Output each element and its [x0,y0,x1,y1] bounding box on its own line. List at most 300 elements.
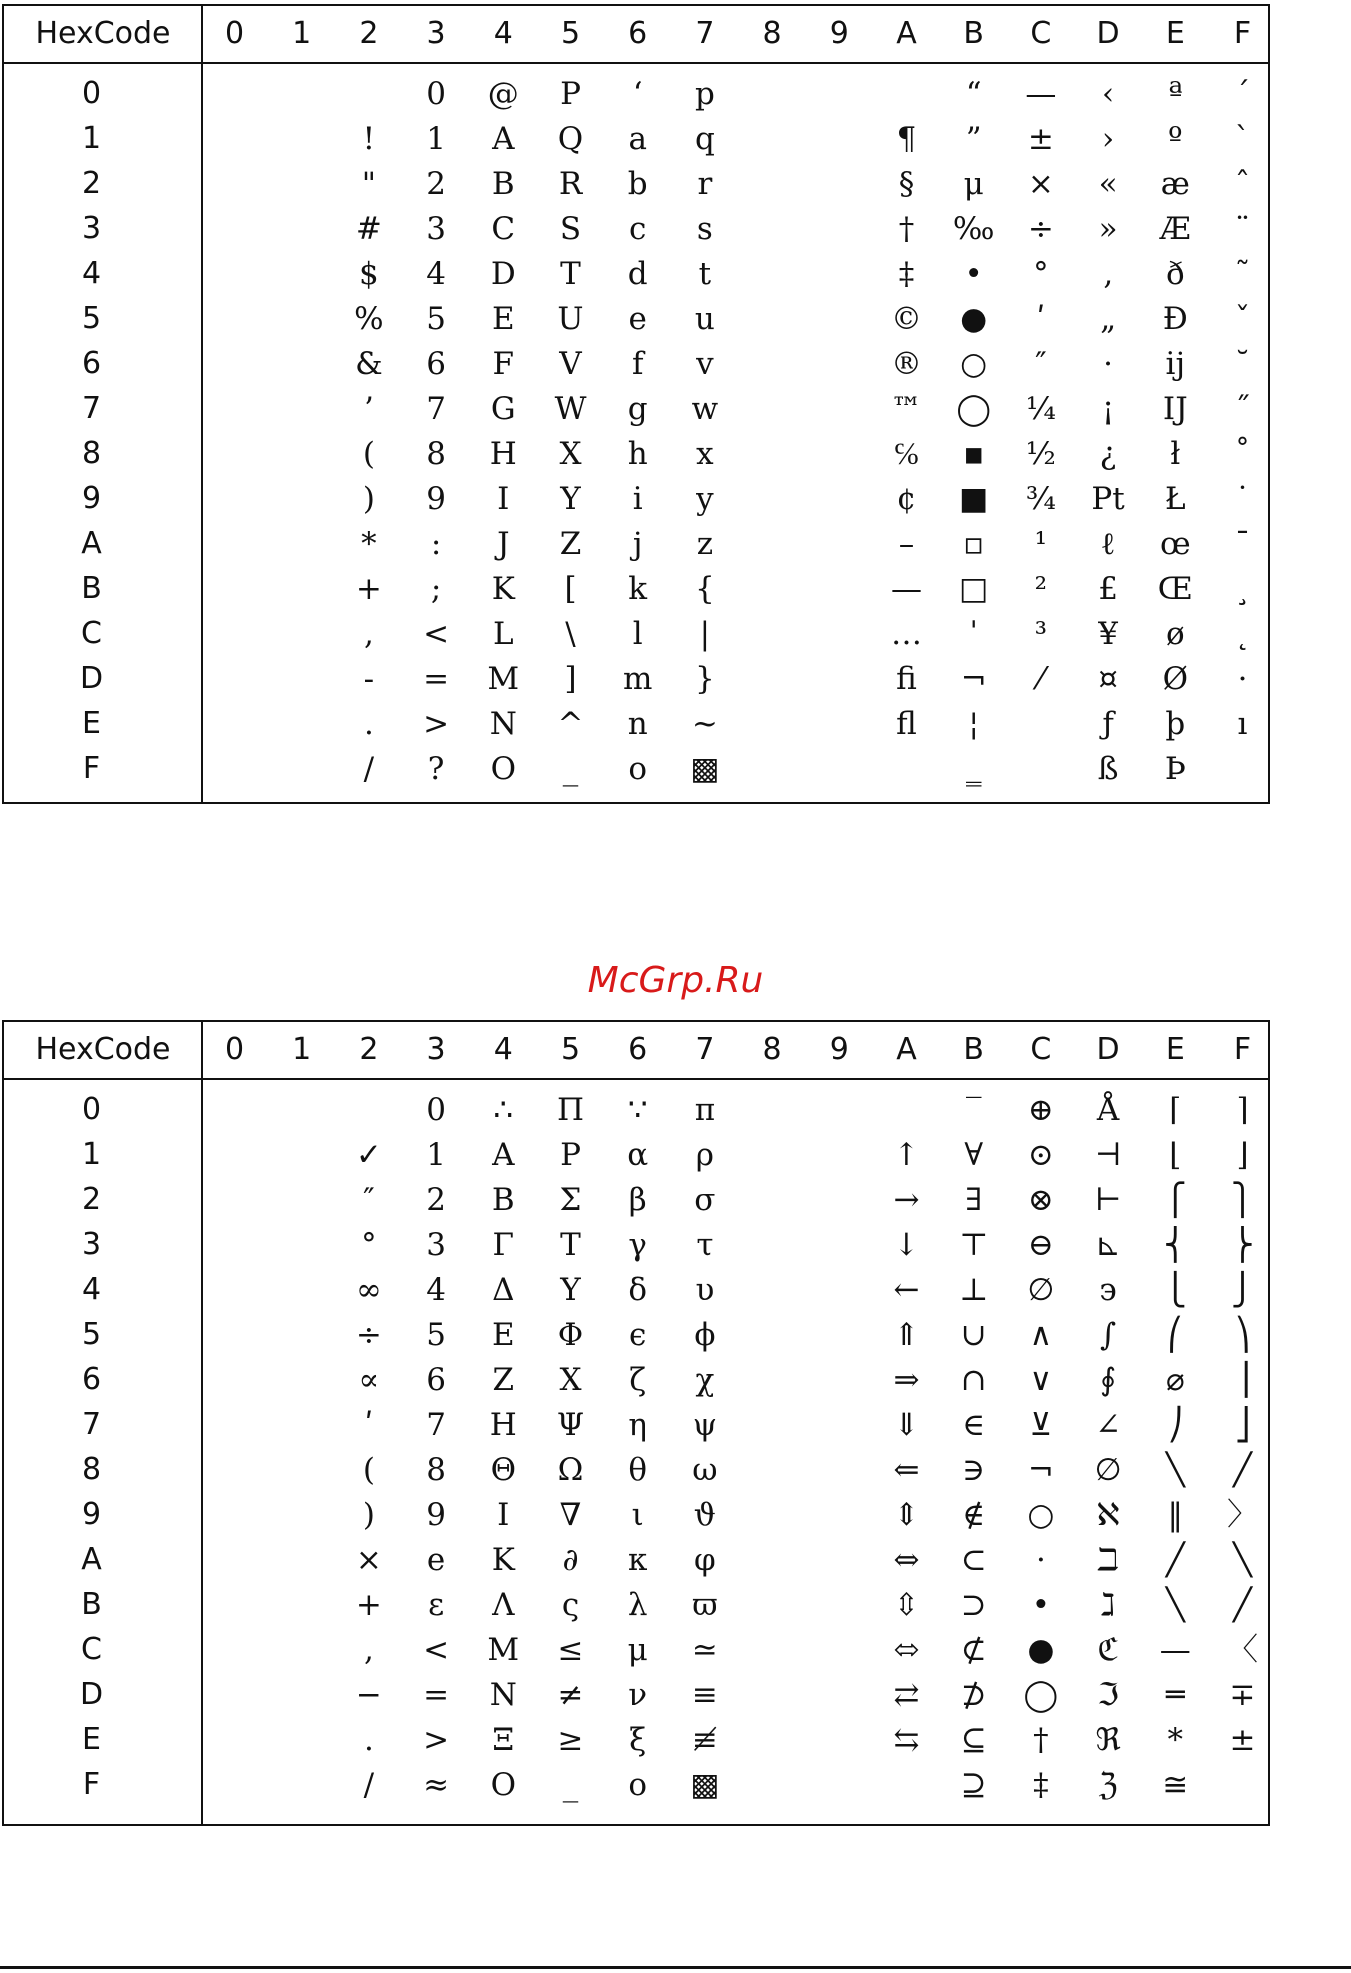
char-cell: Æ [1159,211,1191,247]
char-cell: ℜ [1095,1722,1121,1758]
char-cell: † [1033,1722,1049,1758]
char-cell: ¿ [1099,436,1117,472]
column-header: F [1233,1032,1252,1067]
char-cell: ≢ [691,1722,718,1758]
char-cell: Q [557,121,584,157]
char-cell: ø [1165,616,1185,652]
char-cell: Π [556,1092,585,1128]
char-cell: ⎛ [1167,1317,1184,1353]
char-cell: 4 [426,1272,446,1308]
char-cell: o [628,751,648,787]
row-header: 8 [81,1452,102,1487]
char-cell: 5 [426,301,446,337]
char-cell: ℵ [1096,1497,1120,1533]
char-cell: E [491,1317,515,1353]
char-cell: Λ [492,1587,515,1623]
char-cell: η [628,1407,647,1443]
char-cell: ∨ [1029,1362,1053,1398]
char-cell: % [354,301,384,337]
char-cell: 3 [426,211,446,247]
char-cell: ⎨ [1163,1227,1187,1263]
char-cell: C [491,211,516,247]
char-cell: Þ [1164,751,1186,787]
char-cell: ⎬ [1230,1227,1255,1263]
char-cell: ı [1237,706,1248,742]
char-cell: ● [960,301,988,337]
char-cell: þ [1165,706,1186,742]
char-cell: 〉 [1227,1497,1258,1533]
column-header: 0 [224,1032,245,1067]
column-header: 3 [426,1032,446,1067]
char-cell: ~ [691,706,718,742]
row-header: 9 [81,1497,102,1532]
page-bottom-rule [0,1966,1351,1969]
row-header: 7 [81,391,102,426]
char-cell: Ł [1164,481,1186,517]
char-cell: ¢ [896,481,917,517]
char-cell: ˝ [1234,391,1251,427]
char-cell: a [628,121,647,157]
char-cell: ⊅ [960,1677,987,1713]
char-cell: ƒ [1102,706,1114,742]
char-cell: £ [1098,571,1118,607]
char-cell: 7 [426,1407,446,1443]
char-cell: X [559,436,582,472]
char-cell: X [559,1362,582,1398]
char-cell: ≅ [1162,1767,1189,1803]
char-cell: ˘ [1234,346,1251,382]
char-cell: ϕ [694,1317,716,1353]
char-cell: œ [1159,526,1191,562]
char-cell: T [560,1227,581,1263]
char-cell: ξ [629,1722,647,1758]
char-cell: ¬ [1027,1452,1054,1488]
char-cell: ˈ [969,616,978,652]
column-header: F [1233,16,1252,51]
char-cell: º [1168,121,1183,157]
column-divider [201,6,203,802]
char-cell: N [489,706,517,742]
char-cell: $ [359,256,379,292]
char-cell: ÷ [1027,211,1054,247]
code-table-2 [2,1020,1270,1826]
column-header: D [1096,16,1120,51]
char-cell: 2 [426,1182,446,1218]
char-cell: K [491,1542,515,1578]
char-cell: ⊖ [1027,1227,1054,1263]
char-cell: ⇒ [893,1362,920,1398]
char-cell: t [698,256,712,292]
char-cell: λ [627,1587,648,1623]
char-cell: Ø [1162,661,1188,697]
char-cell: › [1101,121,1115,157]
char-cell: ═ [1165,1677,1185,1713]
char-cell: i [632,481,643,517]
char-cell: ⎠ [1167,1407,1184,1443]
char-cell: 7 [426,391,446,427]
char-cell: ˚ [1234,436,1251,472]
char-cell: ⌈ [1169,1092,1182,1128]
char-cell: n [627,706,648,742]
char-cell: q [694,121,715,157]
char-cell: 0 [426,1092,446,1128]
char-cell: ⌀ [1165,1362,1185,1398]
char-cell: · [1237,661,1248,697]
row-header: B [81,571,102,606]
char-cell: ⇔ [893,1542,920,1578]
char-cell: ﬁ [896,661,917,697]
row-header: 6 [81,346,102,381]
char-cell: † [898,211,915,247]
char-cell: _ [562,751,579,787]
char-cell: ϵ [629,1317,647,1353]
char-cell: Å [1096,1092,1120,1128]
char-cell: ⇄ [893,1677,920,1713]
char-cell: ¯ [1234,526,1251,562]
char-cell: ℑ [1097,1677,1119,1713]
char-cell: ≠ [557,1677,584,1713]
char-cell: ∂ [562,1542,579,1578]
char-cell: ™ [891,391,922,427]
char-cell: ß [1097,751,1119,787]
char-cell: 〈 [1227,1632,1258,1668]
char-cell: Ĳ [1162,391,1188,427]
char-cell: ³ [1034,616,1048,652]
column-header: 1 [292,1032,312,1067]
char-cell: Ψ [556,1407,585,1443]
char-cell: T [560,256,581,292]
char-cell: ⊗ [1027,1182,1054,1218]
char-cell: I [497,1497,510,1533]
char-cell: h [627,436,648,472]
char-cell: ‡ [898,256,915,292]
char-cell: ˆ [1234,166,1251,202]
char-cell: 5 [426,1317,446,1353]
char-cell: , [363,1632,374,1668]
char-cell: ≈ [423,1767,450,1803]
char-cell: ( [362,436,375,472]
char-cell: w [691,391,719,427]
char-cell: @ [487,76,519,112]
row-header: 8 [81,436,102,471]
char-cell: ς [561,1587,580,1623]
char-cell: Φ [557,1317,584,1353]
char-cell: ⌉ [1236,1092,1249,1128]
char-cell: ▪ [963,436,985,472]
char-cell: ¸ [1234,571,1251,607]
char-cell: ψ [692,1407,718,1443]
char-cell: j [632,526,643,562]
char-cell: Ξ [492,1722,515,1758]
char-cell: f [631,346,644,382]
char-cell: Z [492,1362,515,1398]
char-cell: | [699,616,711,652]
char-cell: # [355,211,382,247]
char-cell: ij [1165,346,1186,382]
char-cell: + [355,1587,382,1623]
char-cell: Pt [1091,481,1125,517]
char-cell: 6 [426,346,446,382]
char-cell: ) [362,481,375,517]
column-header: 7 [695,1032,715,1067]
char-cell: ¼ [1025,391,1056,427]
char-cell: ⊢ [1094,1182,1122,1218]
column-header: 6 [628,16,648,51]
column-header: 9 [829,16,849,51]
char-cell: ▩ [690,1767,720,1803]
char-cell: Z [559,526,582,562]
row-header: D [79,661,104,696]
char-cell: O [490,751,516,787]
char-cell: ◯ [1023,1677,1059,1713]
char-cell: E [491,301,515,337]
char-cell: ≤ [557,1632,584,1668]
char-cell: . [363,706,374,742]
row-header: 5 [81,1317,102,1352]
char-cell: ■ [959,481,989,517]
char-cell: ⎧ [1163,1182,1187,1218]
char-cell: × [1027,166,1054,202]
char-cell: ⎟ [1234,1362,1251,1398]
char-cell: B [491,166,515,202]
char-cell: P [560,76,581,112]
column-header: 5 [560,16,581,51]
char-cell: — [1159,1632,1191,1668]
char-cell: æ [1160,166,1190,202]
char-cell: ╲ [1165,1587,1185,1623]
row-header: 0 [81,1092,102,1127]
char-cell: 1 [426,121,446,157]
char-cell: > [423,706,450,742]
char-cell: b [627,166,648,202]
char-cell: σ [694,1182,716,1218]
table-header-row [4,6,1268,64]
char-cell: § [898,166,915,202]
char-cell: ⎦ [1234,1407,1251,1443]
char-cell: ? [427,751,445,787]
char-cell: & [355,346,383,382]
char-cell: · [1103,346,1114,382]
char-cell: M [487,661,520,697]
column-header: 4 [493,16,513,51]
char-cell: ⊕ [1027,1092,1054,1128]
row-header: 4 [81,256,102,291]
char-cell: ” [965,121,982,157]
char-cell: ⊾ [1095,1227,1122,1263]
char-cell: * [361,526,377,562]
char-cell: ╲ [1233,1542,1252,1578]
char-cell: ° [1033,256,1049,292]
char-cell: ⊙ [1027,1137,1054,1173]
hexcode-header: HexCode [35,1032,171,1067]
row-header: A [81,1542,102,1577]
char-cell: ÷ [355,1317,382,1353]
column-header: E [1165,1032,1185,1067]
hexcode-header: HexCode [35,16,171,51]
row-header: 2 [81,1182,102,1217]
char-cell: ν [628,1677,648,1713]
char-cell: « [1098,166,1118,202]
char-cell: ʹ [1036,301,1046,337]
char-cell: ∇ [559,1497,582,1533]
char-cell: c [629,211,647,247]
char-cell: ½ [1025,436,1056,472]
char-cell: ⌋ [1236,1137,1249,1173]
char-cell: ╲ [1165,1452,1185,1488]
char-cell: ╱ [1165,1542,1185,1578]
row-header: 0 [81,76,102,111]
column-header: A [896,1032,917,1067]
char-cell: ∧ [1029,1317,1053,1353]
char-cell: 0 [426,76,446,112]
char-cell: ℓ [1100,526,1116,562]
char-cell: Δ [492,1272,515,1308]
char-cell: ¶ [896,121,917,157]
char-cell: ▫ [963,526,985,562]
char-cell: ⇓ [893,1407,920,1443]
char-cell: ⊆ [960,1722,987,1758]
char-cell: ℭ [1097,1632,1119,1668]
char-cell: μ [627,1632,648,1668]
char-cell: − [355,1677,382,1713]
column-header: 3 [426,16,446,51]
char-cell: ⎩ [1163,1272,1187,1308]
char-cell: 9 [426,1497,446,1533]
char-cell: > [423,1722,450,1758]
char-cell: e [426,1542,446,1578]
char-cell: ⊻ [1029,1407,1053,1443]
char-cell: μ [963,166,984,202]
column-header: B [963,1032,984,1067]
char-cell: • [964,256,983,292]
char-cell: m [622,661,653,697]
char-cell: ˇ [1234,301,1251,337]
row-header: C [81,1632,102,1667]
char-cell: ι [631,1497,644,1533]
char-cell: ∵ [627,1092,648,1128]
char-cell: ≥ [557,1722,584,1758]
char-cell: ‹ [1101,76,1115,112]
char-cell: ϖ [692,1587,718,1623]
char-cell: ⊃ [960,1587,987,1623]
char-cell: ‗ [965,751,982,787]
char-cell: I [497,481,510,517]
column-header: A [896,16,917,51]
column-header: C [1030,1032,1052,1067]
char-cell: S [559,211,582,247]
char-cell: π [694,1092,716,1128]
char-cell: κ [628,1542,648,1578]
char-cell: v [696,346,714,382]
row-header: A [81,526,102,561]
char-cell: u [694,301,715,337]
char-cell: x [696,436,714,472]
char-cell: δ [628,1272,648,1308]
char-cell: U [557,301,584,337]
row-header: 1 [81,121,102,156]
char-cell: ² [1034,571,1048,607]
char-cell: Đ [1162,301,1188,337]
char-cell: ! [362,121,376,157]
char-cell: ○ [960,346,988,382]
char-cell: „ [1100,301,1117,337]
row-header: 4 [81,1272,102,1307]
char-cell: ∴ [493,1092,514,1128]
watermark: McGrp.Ru [587,960,764,1001]
char-cell: … [891,616,922,652]
char-cell: ≡ [691,1677,718,1713]
char-cell: ╱ [1233,1452,1252,1488]
char-cell: χ [695,1362,715,1398]
char-cell: ℨ [1098,1767,1118,1803]
char-cell: ‾ [965,1092,982,1128]
char-cell: ″ [1035,346,1047,382]
char-cell: Ω [557,1452,584,1488]
table-header-row [4,1022,1268,1080]
char-cell: ℷ [1100,1587,1116,1623]
char-cell: ╱ [1233,1587,1252,1623]
char-cell: W [554,391,587,427]
char-cell: , [363,616,374,652]
char-cell: ¹ [1034,526,1048,562]
char-cell: k [628,571,648,607]
char-cell: γ [628,1227,647,1263]
row-header: C [81,616,102,651]
char-cell: ⎞ [1234,1317,1251,1353]
row-header: 3 [81,211,102,246]
column-header: 2 [359,1032,379,1067]
char-cell: ‘ [632,76,643,112]
char-cell: ∓ [1229,1677,1256,1713]
char-cell: e [628,301,647,337]
char-cell: ± [1027,121,1054,157]
char-cell: 8 [426,1452,446,1488]
char-cell: o [628,1767,648,1803]
char-cell: = [423,661,450,697]
char-cell: * [1167,1722,1184,1758]
column-header: 8 [762,1032,782,1067]
char-cell: ⇆ [893,1722,920,1758]
char-cell: Γ [492,1227,515,1263]
char-cell: — [1025,76,1057,112]
char-cell: ε [428,1587,445,1623]
char-cell: H [489,436,517,472]
char-cell: ϶ [1099,1272,1117,1308]
char-cell: ± [1229,1722,1256,1758]
row-header: F [82,1767,101,1802]
char-cell: · [1035,1542,1046,1578]
char-cell: } [695,661,715,697]
char-cell: » [1098,211,1118,247]
char-cell: _ [562,1767,579,1803]
char-cell: ‡ [1033,1767,1049,1803]
char-cell: G [490,391,516,427]
column-header: 1 [292,16,312,51]
column-header: 4 [493,1032,513,1067]
char-cell: ⊣ [1094,1137,1122,1173]
char-cell: ≃ [691,1632,718,1668]
char-cell: Y [560,481,581,517]
column-header: B [963,16,984,51]
char-cell: 9 [426,481,446,517]
char-cell: ˊ [1234,76,1251,112]
char-cell: ° [361,1227,377,1263]
char-cell: O [490,1767,516,1803]
column-header: C [1030,16,1052,51]
char-cell: ⎫ [1230,1182,1255,1218]
char-cell: © [891,301,922,337]
char-cell: ω [692,1452,718,1488]
